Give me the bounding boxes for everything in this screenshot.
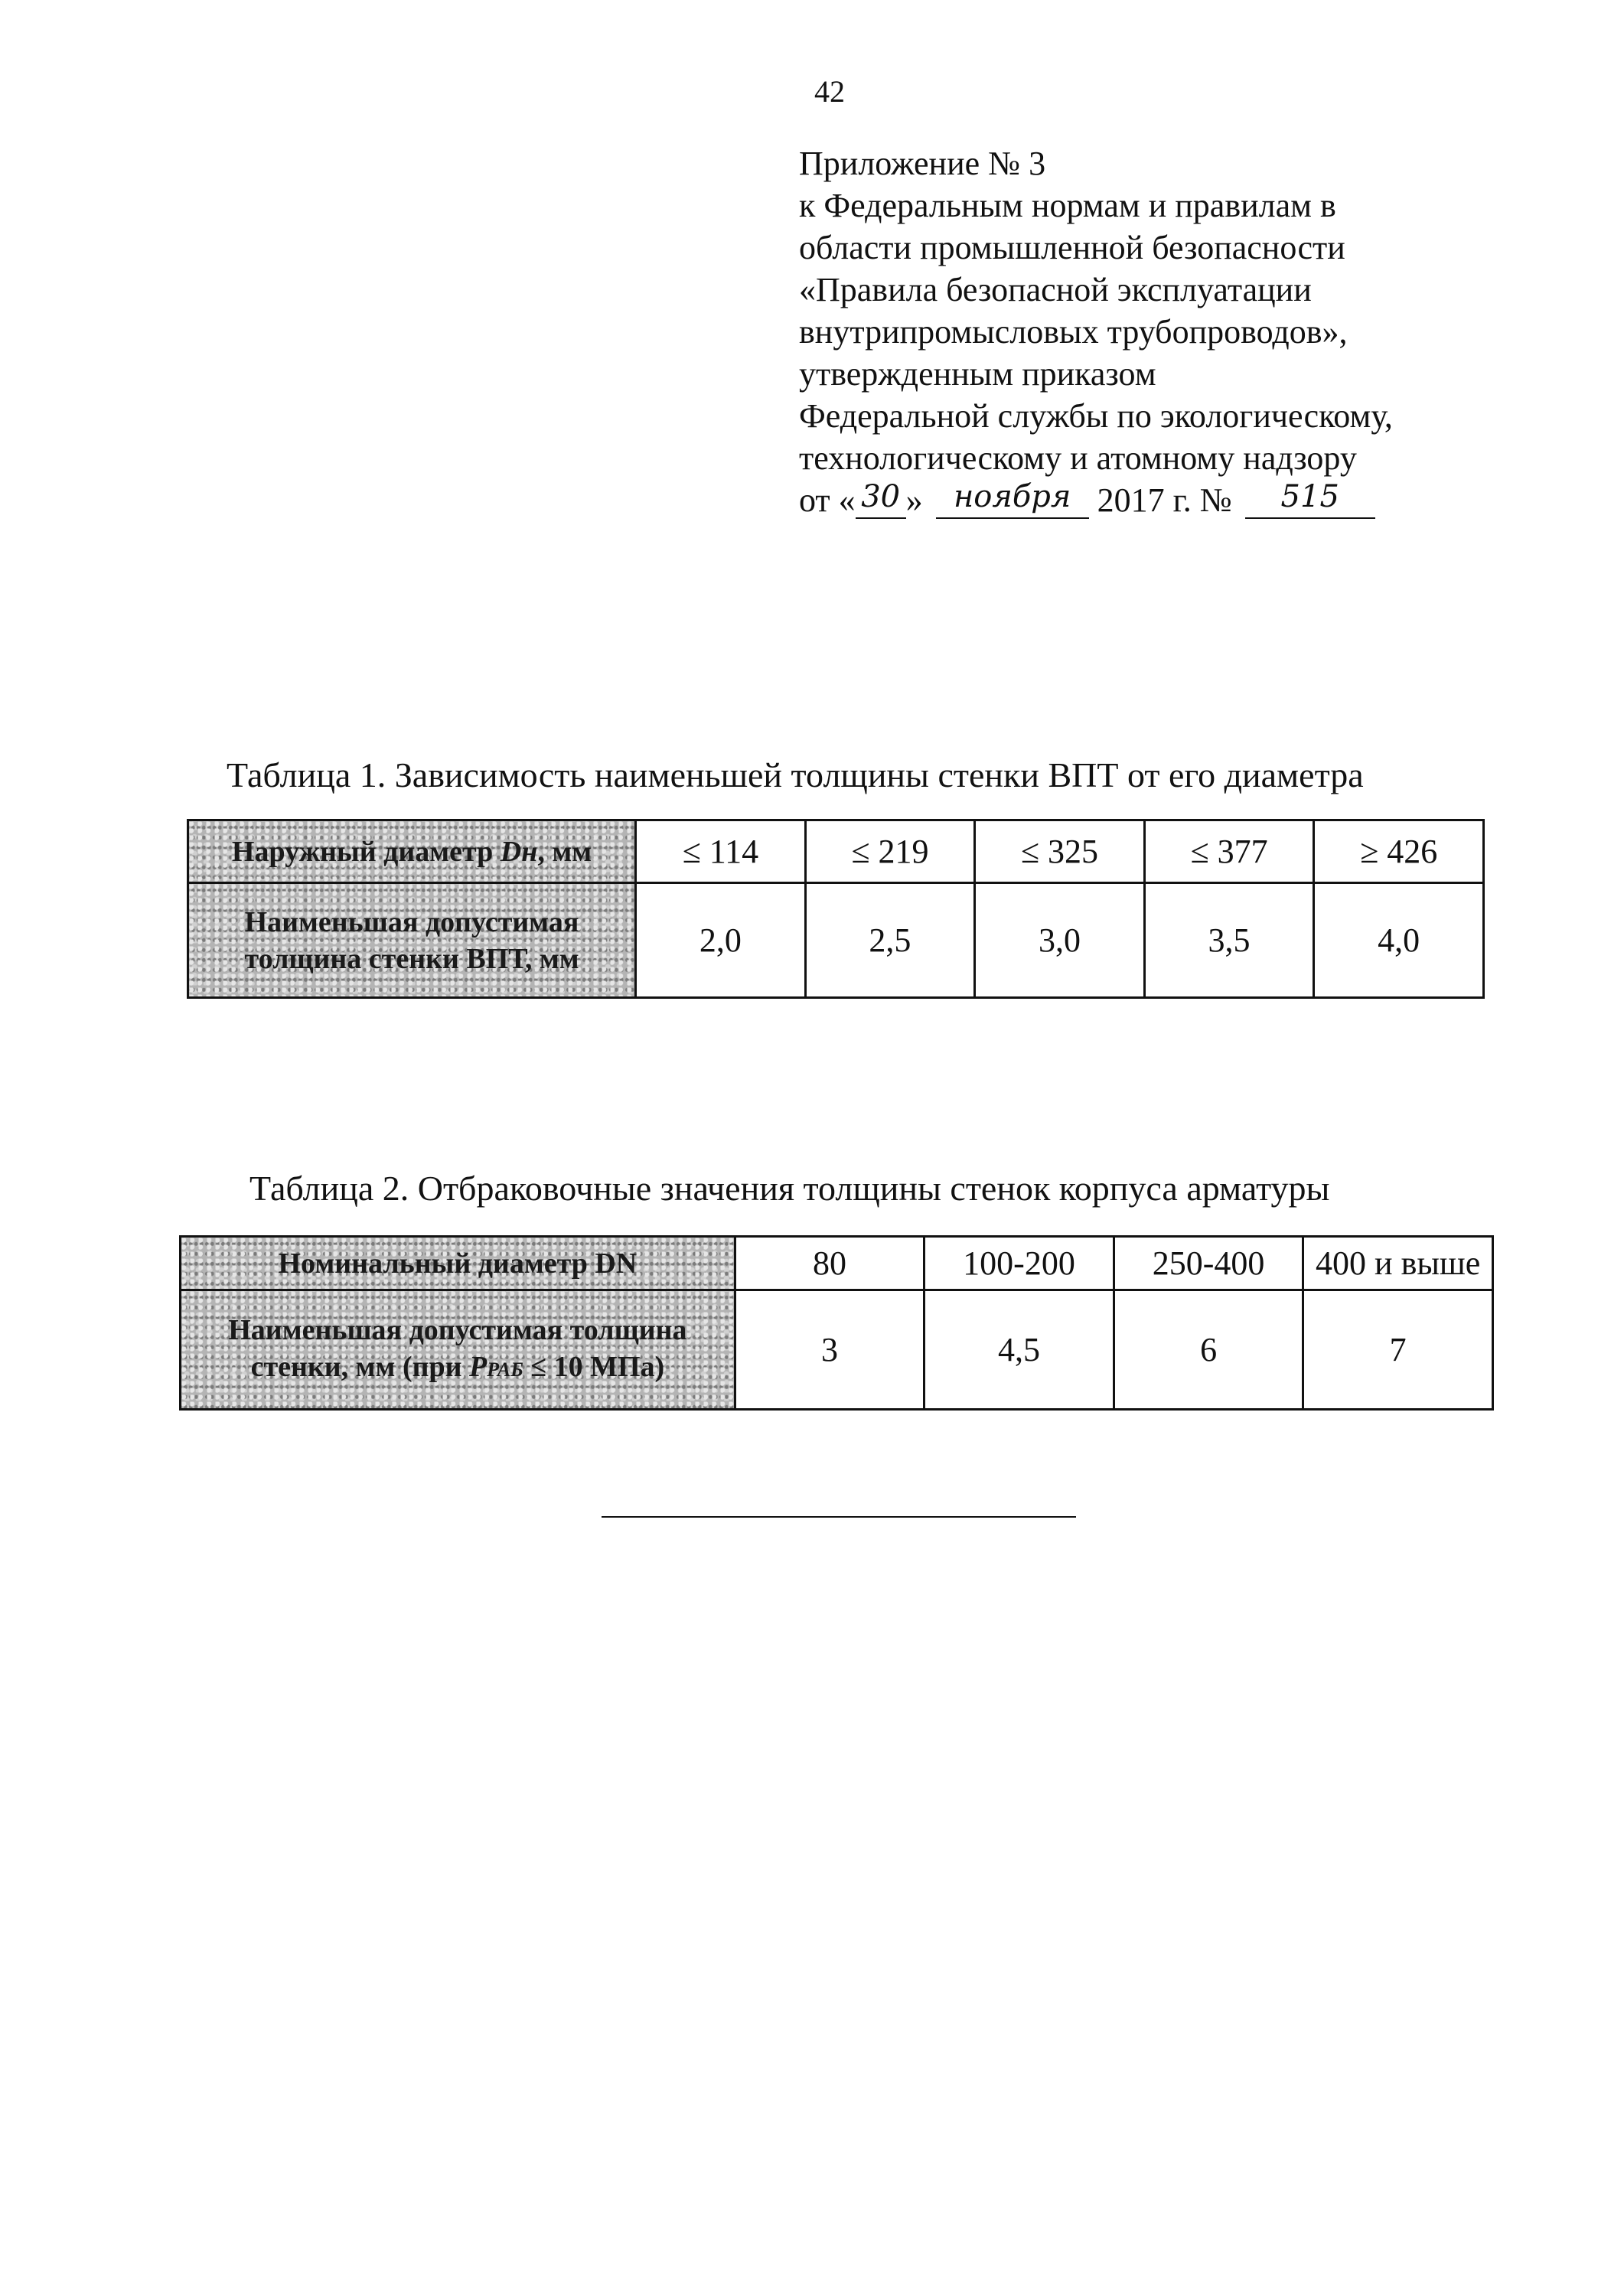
handwritten-month: ноября <box>953 479 1071 514</box>
appendix-line: Федеральной службы по экологическому, <box>799 397 1393 435</box>
table-cell: ≤ 219 <box>805 820 975 883</box>
month-field <box>936 479 1089 519</box>
table-cell: 6 <box>1114 1290 1303 1410</box>
appendix-line: «Правила безопасной эксплуатации <box>799 271 1312 308</box>
appendix-line: Приложение № 3 <box>799 145 1046 182</box>
appendix-line: области промышленной безопасности <box>799 229 1345 266</box>
table-cell: ≤ 377 <box>1144 820 1314 883</box>
appendix-header <box>799 142 1564 521</box>
table-cell: ≥ 426 <box>1314 820 1484 883</box>
table-cell: 80 <box>735 1237 924 1290</box>
table2-caption: Таблица 2. Отбраковочные значения толщины стенок корпуса арматуры <box>249 1169 1330 1208</box>
table1-thickness-label: Наименьшая допустимая толщина стенки ВПТ, мм <box>188 883 636 998</box>
table1-caption: Таблица 1. Зависимость наименьшей толщины стенки ВПТ от его диаметра <box>227 755 1364 794</box>
order-number-field <box>1245 479 1375 519</box>
appendix-line: к Федеральным нормам и правилам в <box>799 187 1336 224</box>
table-cell: 7 <box>1303 1290 1493 1410</box>
table-cell: 4,5 <box>925 1290 1114 1410</box>
date-prefix: от « <box>799 481 856 519</box>
appendix-line: утвержденным приказом <box>799 355 1156 393</box>
table1-diameter-label: Наружный диаметр Dн, мм <box>188 820 636 883</box>
table2-diameter-label: Номинальный диаметр DN <box>181 1237 735 1290</box>
table-cell: 4,0 <box>1314 883 1484 998</box>
table2-diameter-row <box>181 1237 1493 1290</box>
table-cell: 2,0 <box>636 883 806 998</box>
closing-divider <box>602 1516 1076 1518</box>
order-date-line <box>799 479 1564 521</box>
table1 <box>187 819 1485 999</box>
day-field <box>856 479 906 519</box>
table-cell: 250-400 <box>1114 1237 1303 1290</box>
page-number: 42 <box>814 74 845 109</box>
table-cell: 3 <box>735 1290 924 1410</box>
table-cell: 400 и выше <box>1303 1237 1493 1290</box>
table-cell: 3,5 <box>1144 883 1314 998</box>
year-number-label: 2017 г. № <box>1097 481 1232 519</box>
table1-thickness-row <box>188 883 1484 998</box>
handwritten-day: 30 <box>861 479 901 514</box>
table-cell: 2,5 <box>805 883 975 998</box>
date-quote-close: » <box>905 481 923 519</box>
table-cell: 100-200 <box>925 1237 1114 1290</box>
table2-thickness-row <box>181 1290 1493 1410</box>
table2-thickness-label: Наименьшая допустимая толщина стенки, мм (при PРАБ ≤ 10 МПа) <box>181 1290 735 1410</box>
table-cell: ≤ 325 <box>975 820 1145 883</box>
appendix-line: внутрипромысловых трубопроводов», <box>799 313 1348 351</box>
handwritten-order-number: 515 <box>1280 479 1339 514</box>
table-cell: ≤ 114 <box>636 820 806 883</box>
table2 <box>179 1235 1494 1411</box>
table-cell: 3,0 <box>975 883 1145 998</box>
table1-diameter-row <box>188 820 1484 883</box>
appendix-line: технологическому и атомному надзору <box>799 439 1357 477</box>
